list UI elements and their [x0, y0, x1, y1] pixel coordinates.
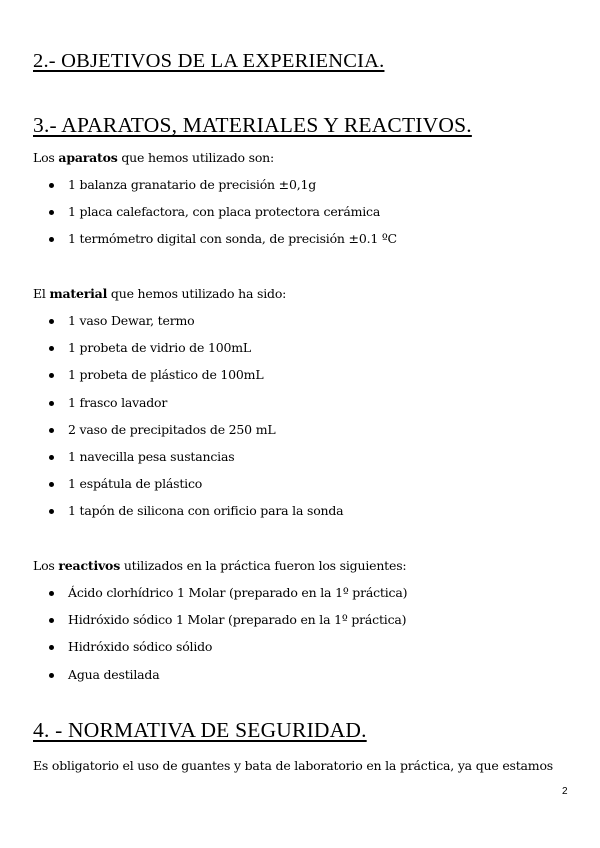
reactivos-intro	[33, 558, 406, 573]
normativa-text: Es obligatorio el uso de guantes y bata de laboratorio en la práctica, ya que estamos	[33, 758, 554, 773]
bullet-icon	[49, 373, 54, 378]
reactivos-intro-after: utilizados en la práctica fueron los siguientes:	[120, 558, 407, 573]
bullet-icon	[49, 210, 54, 215]
bullet-icon	[49, 319, 54, 324]
bullet-icon	[49, 455, 54, 460]
aparatos-intro	[33, 150, 274, 165]
material-intro-before: El	[33, 286, 50, 301]
page-number: 2	[562, 786, 568, 797]
heading-normativa: 4. - NORMATIVA DE SEGURIDAD.	[33, 718, 367, 742]
aparatos-intro-after: que hemos utilizado son:	[117, 150, 275, 165]
material-intro-after: que hemos utilizado ha sido:	[107, 286, 287, 301]
bullet-icon	[49, 618, 54, 623]
bullet-icon	[49, 237, 54, 242]
bullet-icon	[49, 591, 54, 596]
heading-objetivos: 2.- OBJETIVOS DE LA EXPERIENCIA.	[33, 50, 385, 72]
heading-aparatos-materiales-reactivos: 3.- APARATOS, MATERIALES Y REACTIVOS.	[33, 113, 472, 137]
reactivos-intro-before: Los	[33, 558, 59, 573]
aparatos-intro-bold: aparatos	[58, 150, 118, 165]
bullet-icon	[49, 183, 54, 188]
document-page: 2.- OBJETIVOS DE LA EXPERIENCIA. 3.- APARATOS, MATERIALES Y REACTIVOS. Los aparatos que hemos utilizado son: 1 balanza granatario de precisión ±0,1g 1 placa calefactora, con placa protectora cerámica 1 termómetro digital con sonda, de precisión ±0.1 ºC El material que hemos utilizado ha sido: 1 vaso Dewar, termo 1 probeta de vidrio de 100mL 1 probeta de plástico de 100mL 1 frasco lavador 2 vaso de precipitados de 250 mL 1 navecilla pesa sustancias 1 espátula de plástico 1 tapón de silicona con orificio para la sonda Los reactivos utilizados en la práctica fueron los siguientes: Ácido clorhídrico 1 Molar (preparado en la 1º práctica) Hidróxido sódico 1 Molar (preparado en la 1º práctica) Hidróxido sódico sólido Agua destilada 4. - NORMATIVA DE SEGURIDAD. Es obligatorio el uso de guantes y bata de laboratorio en la práctica, ya que estamos 2	[33, 50, 568, 797]
bullet-icon	[49, 346, 54, 351]
material-intro-bold: material	[49, 286, 108, 301]
aparatos-intro-before: Los	[33, 150, 59, 165]
bullet-icon	[49, 509, 54, 514]
bullet-icon	[49, 482, 54, 487]
bullet-icon	[49, 428, 54, 433]
bullet-icon	[49, 401, 54, 406]
reactivos-intro-bold: reactivos	[58, 558, 121, 573]
bullet-icon	[49, 673, 54, 678]
bullet-icon	[49, 645, 54, 650]
material-intro	[33, 286, 286, 301]
